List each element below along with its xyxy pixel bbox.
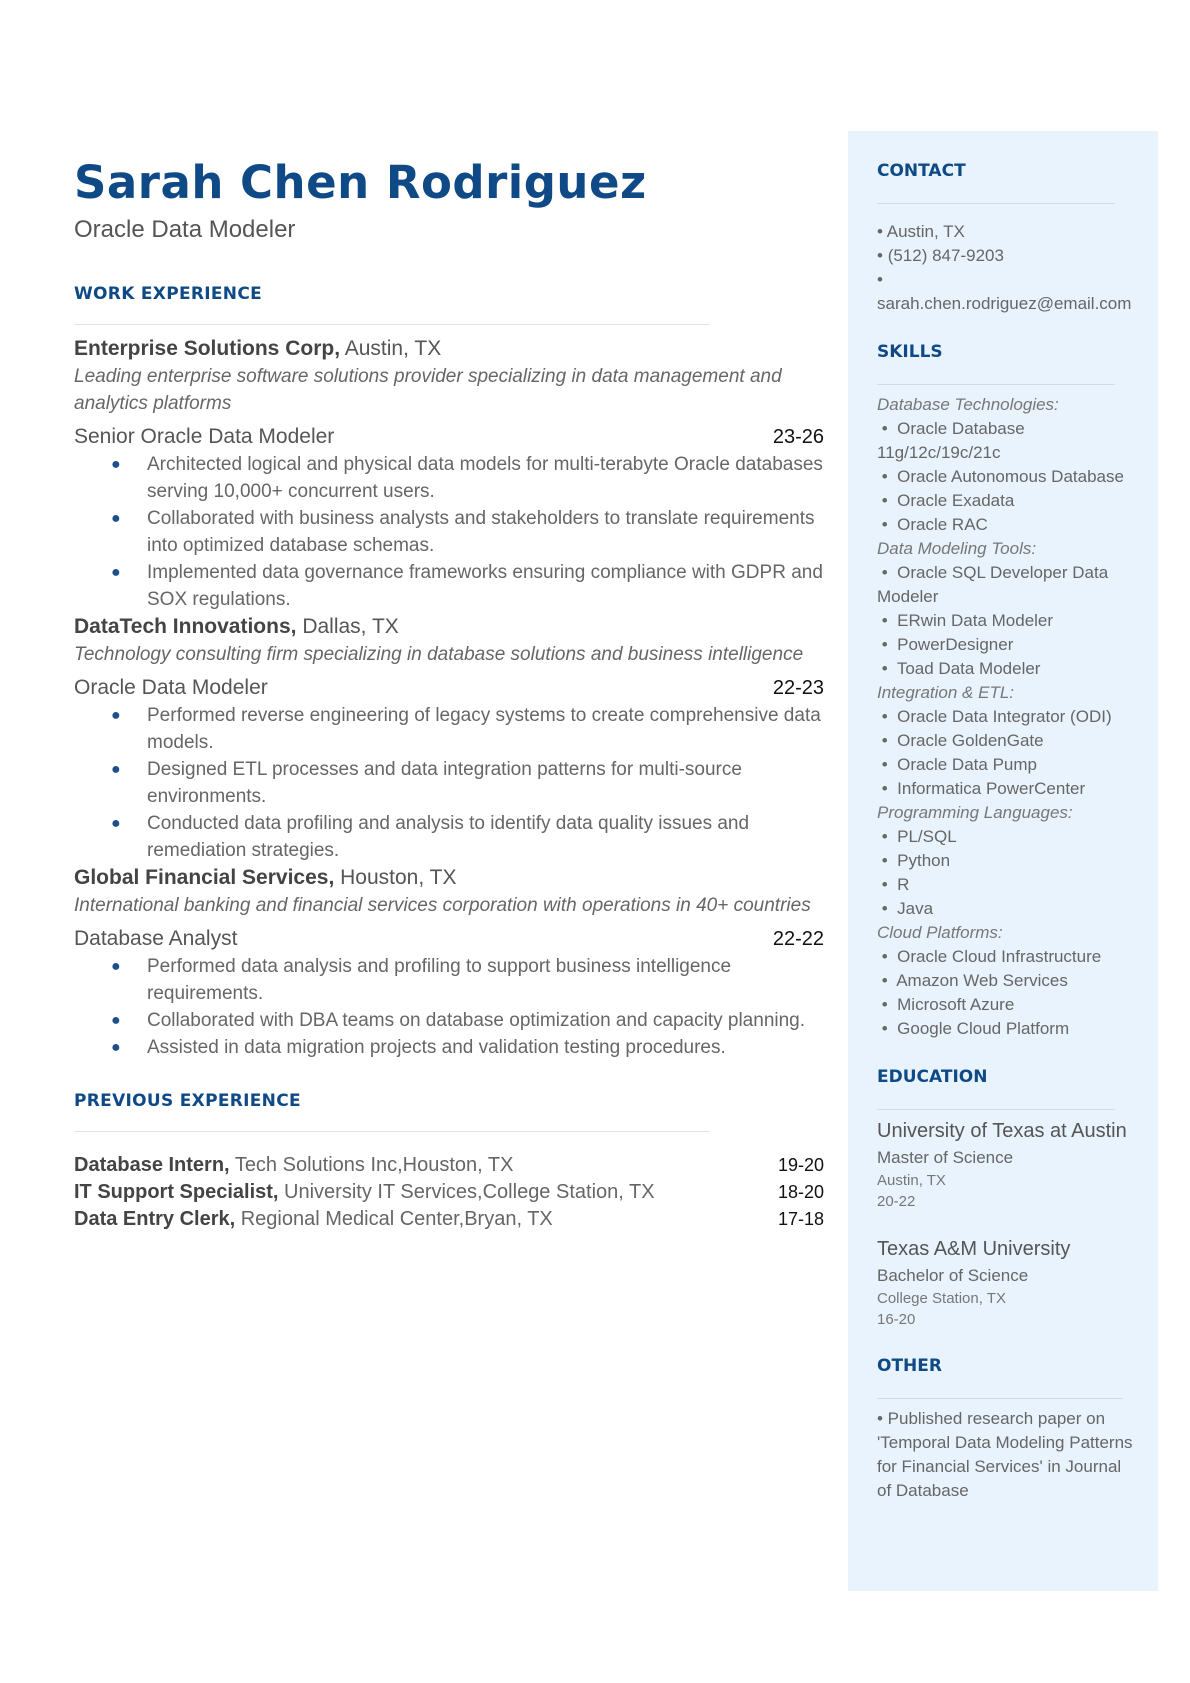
skill-item: • Google Cloud Platform <box>881 1019 1070 1038</box>
list-item: ● Designed ETL processes and data integration patterns for multi-source environments. <box>74 756 824 810</box>
skill-item: • Oracle GoldenGate <box>881 731 1044 750</box>
role-title: Senior Oracle Data Modeler <box>74 424 335 448</box>
skill-category: Cloud Platforms: <box>877 923 1003 942</box>
skill-item: • PL/SQL <box>881 827 957 846</box>
role-row <box>74 423 824 451</box>
skill-item: • Oracle Cloud Infrastructure <box>881 947 1102 966</box>
sidebar <box>848 131 1158 1591</box>
previous-role-dates: 19-20 <box>777 1154 824 1175</box>
role-dates: 23-26 <box>772 425 824 448</box>
skill-category: Integration & ETL: <box>877 683 1015 702</box>
bullet-icon: ● <box>111 1011 121 1029</box>
education-school: University of Texas at Austin <box>877 1120 1127 1142</box>
previous-role-title: IT Support Specialist, <box>74 1180 279 1203</box>
list-item: ● Assisted in data migration projects and validation testing procedures. <box>74 1034 824 1061</box>
contact-phone: • (512) 847-9203 <box>877 246 1004 265</box>
education-entry <box>877 1118 1139 1212</box>
company-location: Austin, TX <box>344 336 442 360</box>
bullet-list <box>74 953 824 1061</box>
skill-item: • Oracle Autonomous Database <box>881 467 1124 486</box>
list-item: ● Collaborated with business analysts and stakeholders to translate requirements into optimized database schemas. <box>74 505 824 559</box>
list-item: ● Conducted data profiling and analysis to identify data quality issues and remediation strategies. <box>74 810 824 864</box>
education-location: College Station, TX <box>877 1290 1006 1307</box>
skill-item: • Amazon Web Services <box>881 971 1068 990</box>
company-description: International banking and financial services corporation with operations in 40+ countries <box>74 894 811 916</box>
previous-experience-heading: PREVIOUS EXPERIENCE <box>74 1090 301 1111</box>
previous-role-dates: 17-18 <box>777 1208 824 1229</box>
company-name: Global Financial Services, <box>74 865 335 889</box>
education-degree: Master of Science <box>877 1148 1014 1167</box>
divider <box>877 203 1115 204</box>
role-title: Oracle Data Modeler <box>74 675 268 699</box>
work-experience-heading: WORK EXPERIENCE <box>74 283 263 304</box>
divider <box>877 1109 1115 1110</box>
education-dates: 16-20 <box>877 1311 916 1328</box>
main-column <box>74 158 824 1233</box>
company-name: DataTech Innovations, <box>74 614 297 638</box>
company-name: Enterprise Solutions Corp, <box>74 336 341 360</box>
company-location: Dallas, TX <box>302 614 399 638</box>
previous-role-dates: 18-20 <box>777 1181 824 1202</box>
company-line <box>74 864 824 892</box>
education-entry <box>877 1236 1139 1330</box>
skill-item: • ERwin Data Modeler <box>881 611 1054 630</box>
contact-location: • Austin, TX <box>877 222 965 241</box>
list-item: ● Collaborated with DBA teams on database optimization and capacity planning. <box>74 1007 824 1034</box>
bullet-icon: ● <box>111 814 121 832</box>
contact-list <box>877 220 1139 316</box>
previous-role-org: University IT Services,College Station, TX <box>284 1180 655 1203</box>
job-entry <box>74 613 824 864</box>
bullet-icon: ● <box>111 563 121 581</box>
other-heading: OTHER <box>877 1356 942 1376</box>
skill-item: • R <box>881 875 910 894</box>
candidate-name: Sarah Chen Rodriguez <box>74 156 647 209</box>
previous-role-title: Data Entry Clerk, <box>74 1207 236 1230</box>
skill-item: • Oracle SQL Developer Data Modeler <box>877 563 1109 606</box>
job-entry <box>74 864 824 1061</box>
previous-role-org: Regional Medical Center,Bryan, TX <box>240 1207 553 1230</box>
divider <box>74 324 710 325</box>
list-item: ● Architected logical and physical data models for multi-terabyte Oracle databases serving 10,000+ concurrent users. <box>74 451 824 505</box>
previous-experience-list <box>74 1152 824 1233</box>
company-line <box>74 335 824 363</box>
skill-item: • Oracle Data Integrator (ODI) <box>881 707 1112 726</box>
bullet-icon: ● <box>111 957 121 975</box>
company-line <box>74 613 824 641</box>
divider <box>877 1398 1123 1399</box>
contact-email[interactable]: • sarah.chen.rodriguez@email.com <box>877 270 1132 313</box>
skill-item: • Oracle Database 11g/12c/19c/21c <box>877 419 1025 462</box>
skill-category: Data Modeling Tools: <box>877 539 1037 558</box>
skills-list <box>877 393 1139 1041</box>
skill-item: • PowerDesigner <box>881 635 1014 654</box>
bullet-icon: ● <box>111 706 121 724</box>
list-item: ● Performed data analysis and profiling to support business intelligence requirements. <box>74 953 824 1007</box>
previous-role <box>74 1206 824 1233</box>
education-degree: Bachelor of Science <box>877 1266 1029 1285</box>
bullet-icon: ● <box>111 455 121 473</box>
skill-item: • Informatica PowerCenter <box>881 779 1086 798</box>
bullet-icon: ● <box>111 760 121 778</box>
role-title: Database Analyst <box>74 926 238 950</box>
bullet-icon: ● <box>111 509 121 527</box>
list-item: ● Performed reverse engineering of legacy systems to create comprehensive data models. <box>74 702 824 756</box>
job-entry <box>74 335 824 613</box>
role-row <box>74 674 824 702</box>
candidate-title: Oracle Data Modeler <box>74 215 296 243</box>
education-heading: EDUCATION <box>877 1067 988 1087</box>
skill-item: • Python <box>881 851 951 870</box>
skill-item: • Oracle Data Pump <box>881 755 1037 774</box>
skill-category: Programming Languages: <box>877 803 1073 822</box>
skill-item: • Toad Data Modeler <box>881 659 1041 678</box>
role-row <box>74 925 824 953</box>
other-item: • Published research paper on 'Temporal Data Modeling Patterns for Financial Services' in Journal of Database <box>877 1409 1133 1500</box>
skill-item: • Oracle RAC <box>881 515 988 534</box>
education-dates: 20-22 <box>877 1193 916 1210</box>
previous-role-title: Database Intern, <box>74 1153 230 1176</box>
divider <box>877 384 1115 385</box>
education-school: Texas A&M University <box>877 1238 1071 1260</box>
company-description: Leading enterprise software solutions provider specializing in data management and analytics platforms <box>74 365 782 414</box>
contact-heading: CONTACT <box>877 161 966 181</box>
skill-item: • Microsoft Azure <box>881 995 1015 1014</box>
previous-role <box>74 1152 824 1179</box>
list-item: ● Implemented data governance frameworks ensuring compliance with GDPR and SOX regulations. <box>74 559 824 613</box>
skills-heading: SKILLS <box>877 342 943 362</box>
divider <box>74 1131 710 1132</box>
previous-role <box>74 1179 824 1206</box>
company-location: Houston, TX <box>340 865 457 889</box>
bullet-icon: ● <box>111 1038 121 1056</box>
skill-item: • Java <box>881 899 934 918</box>
role-dates: 22-23 <box>772 676 824 699</box>
bullet-list <box>74 702 824 864</box>
previous-role-org: Tech Solutions Inc,Houston, TX <box>234 1153 514 1176</box>
role-dates: 22-22 <box>772 927 824 950</box>
education-location: Austin, TX <box>877 1172 946 1189</box>
skill-item: • Oracle Exadata <box>881 491 1015 510</box>
company-description: Technology consulting firm specializing in database solutions and business intelligence <box>74 643 804 665</box>
skill-category: Database Technologies: <box>877 395 1059 414</box>
bullet-list <box>74 451 824 613</box>
